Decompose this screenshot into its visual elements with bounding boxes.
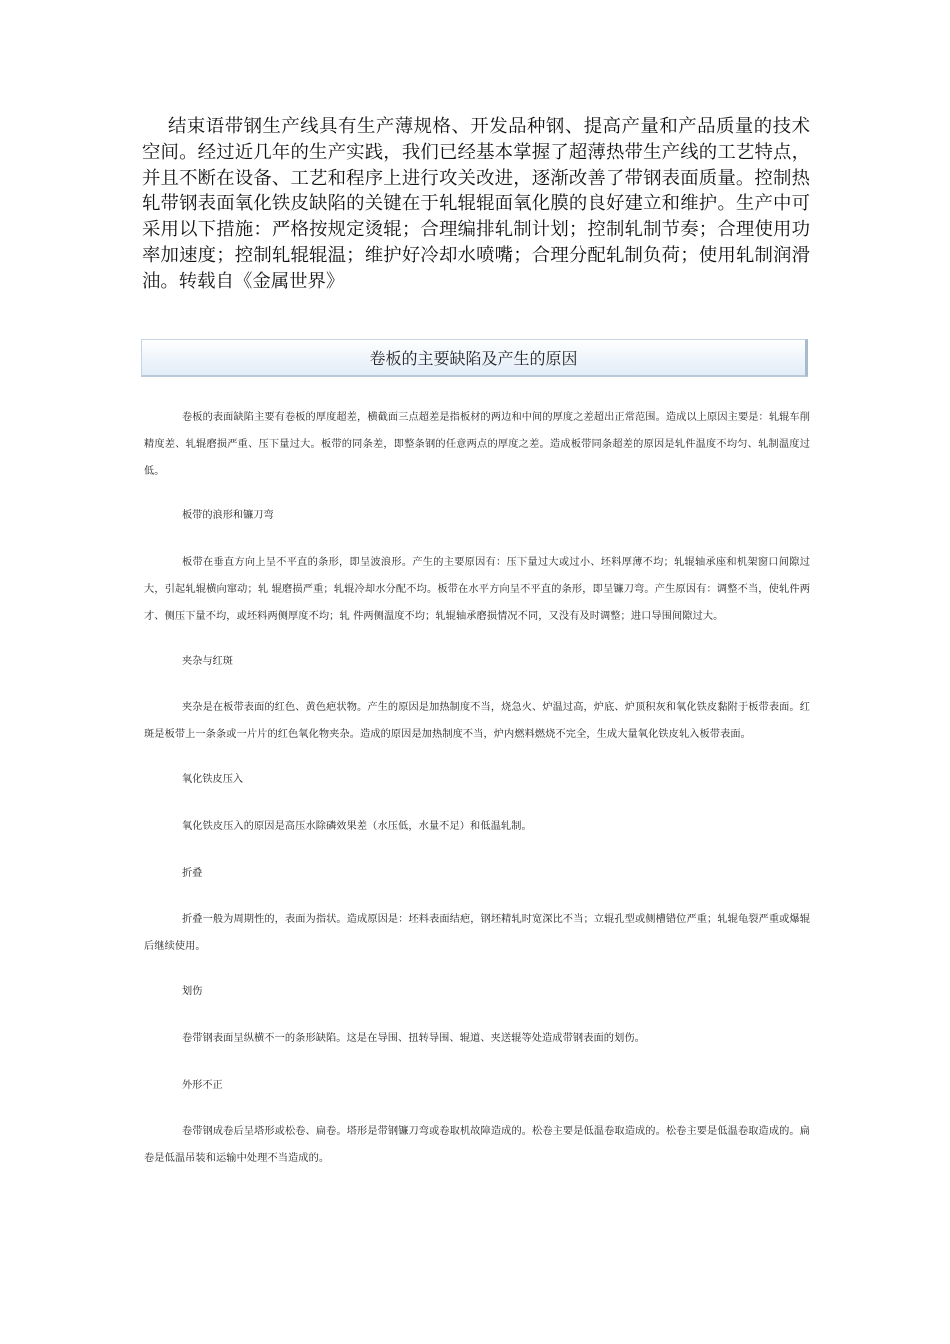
article-body <box>144 405 810 1173</box>
paragraph-wave-camber: 板带在垂直方向上呈不平直的条形，即呈波浪形。产生的主要原因有：压下量过大或过小、坯料厚薄不均；轧辊轴承座和机架窗口间隙过大，引起轧辊横向窜动；轧 辊磨损严重；轧辊冷却水分配不均。板带在水平方向呈不平直的条形，即呈镰刀弯。产生原因有：调整不当，使轧件两才、侧压下量不均，或坯料两侧厚度不均；轧 件两侧温度不均；轧辊轴承磨损情况不同，又没有及时调整；进口导围间隙过大。 <box>144 557 810 622</box>
paragraph-scratch: 卷带钢表面呈纵横不一的条形缺陷。这是在导围、扭转导围、辊道、夹送辊等处造成带钢表面的划伤。 <box>182 1032 645 1044</box>
heading-inclusion-red-spot: 夹杂与红斑 <box>182 655 233 667</box>
heading-shape-defect: 外形不正 <box>182 1079 223 1091</box>
heading-folding: 折叠 <box>182 867 203 879</box>
section-title-box <box>141 339 808 377</box>
intro-paragraph: 结束语带钢生产线具有生产薄规格、开发品种钢、提高产量和产品质量的技术空间。经过近几年的生产实践，我们已经基本掌握了超薄热带生产线的工艺特点，并且不断在设备、工艺和程序上进行攻关改进，逐渐改善了带钢表面质量。控制热轧带钢表面氧化铁皮缺陷的关键在于轧辊辊面氧化膜的良好建立和维护。生产中可采用以下措施：严格按规定烫辊；合理编排轧制计划；控制轧制节奏；合理使用功率加速度；控制轧辊辊温；维护好冷却水喷嘴；合理分配轧制负荷；使用轧制润滑油。转载自《金属世界》 <box>142 116 810 292</box>
heading-scale-pressed: 氧化铁皮压入 <box>182 773 244 785</box>
paragraph-shape-defect: 卷带钢成卷后呈塔形或松卷、扁卷。塔形是带钢镰刀弯或卷取机故障造成的。松卷主要是低温卷取造成的。松卷主要是低温卷取造成的。扁卷是低温吊装和运输中处理不当造成的。 <box>144 1126 810 1165</box>
section-title: 卷板的主要缺陷及产生的原因 <box>369 349 578 368</box>
paragraph-scale-pressed: 氧化铁皮压入的原因是高压水除磷效果差（水压低，水量不足）和低温轧制。 <box>182 820 532 832</box>
heading-wave-camber: 板带的浪形和镰刀弯 <box>182 510 274 522</box>
paragraph-folding: 折叠一般为周期性的，表面为指状。造成原因是：坯料表面结疤，钢坯精轧时宽深比不当；立辊孔型或侧槽错位严重；轧辊龟裂严重或爆辊后继续使用。 <box>144 914 810 953</box>
heading-scratch: 划伤 <box>182 985 203 997</box>
paragraph-inclusion-red-spot: 夹杂是在板带表面的红色、黄色疤状物。产生的原因是加热制度不当，烧急火、炉温过高，炉底、炉顶积灰和氧化铁皮黏附于板带表面。红斑是板带上一条条或一片片的红色氧化物夹杂。造成的原因是加热制度不当，炉内燃料燃烧不完全，生成大量氧化铁皮轧入板带表面。 <box>144 702 810 741</box>
paragraph-thickness: 卷板的表面缺陷主要有卷板的厚度超差，横截面三点超差是指板材的两边和中间的厚度之差超出正常范围。造成以上原因主要是：轧辊车削精度差、轧辊磨损严重、压下量过大。板带的同条差，即整条钢的任意两点的厚度之差。造成板带同条超差的原因是轧件温度不均匀、轧制温度过低。 <box>144 412 810 477</box>
